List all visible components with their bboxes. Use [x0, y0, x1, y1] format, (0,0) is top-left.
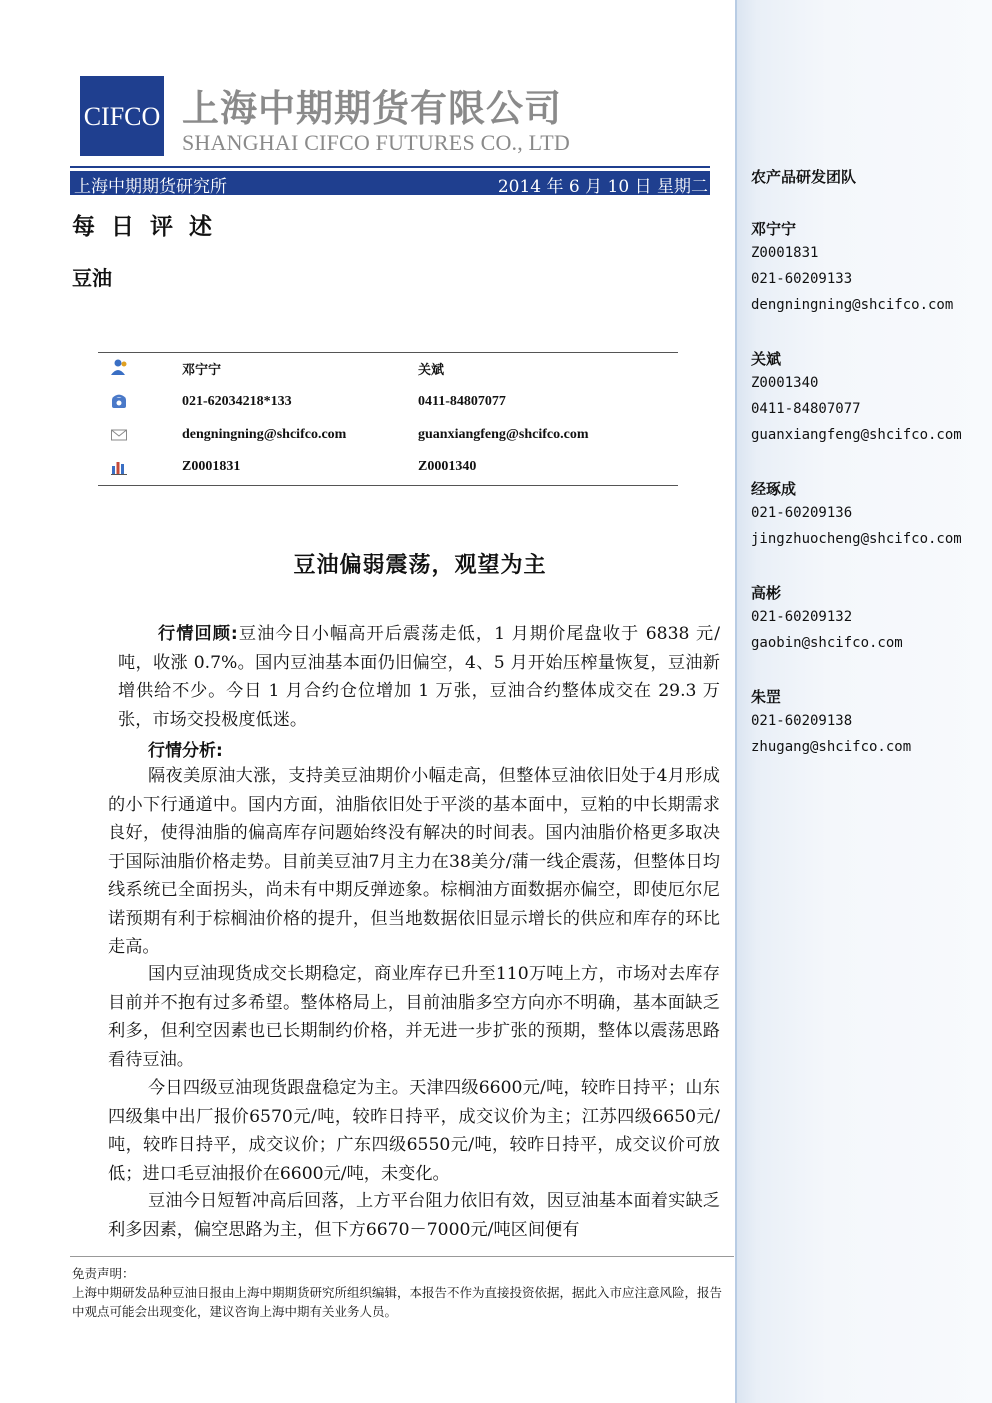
analyst-phone: 021-60209136	[751, 505, 853, 521]
contact-row-phones	[98, 391, 678, 415]
analyst-cert: Z0001831	[751, 245, 819, 261]
analyst-cert: Z0001340	[751, 375, 819, 391]
institute-name: 上海中期期货研究所	[74, 177, 227, 197]
certificate-icon	[110, 458, 128, 476]
analyst-name: 朱罡	[751, 688, 782, 706]
analyst-email[interactable]: jingzhuocheng@shcifco.com	[751, 531, 962, 547]
company-logo-mark	[80, 76, 164, 156]
team-name: 农产品研发团队	[751, 168, 857, 186]
contact-email-2[interactable]: guanxiangfeng@shcifco.com	[418, 427, 589, 442]
contact-cert-2: Z0001340	[418, 459, 477, 474]
contact-name-1: 邓宁宁	[182, 363, 222, 378]
market-review-label: 行情回顾:	[158, 624, 238, 644]
disclaimer-body: 上海中期研发品种豆油日报由上海中期期货研究所组织编辑，本报告不作为直接投资依据，据此入市应注意风险，报告中观点可能会出现变化，建议咨询上海中期有关业务人员。	[72, 1285, 723, 1319]
market-review-text: 豆油今日小幅高开后震荡走低，1 月期价尾盘收于 6838 元/吨，收涨 0.7%。国内豆油基本面仍旧偏空，4、5 月开始压榨量恢复，豆油新增供给不少。今日 1 月合约仓位增加 1 万张，豆油合约整体成交在 29.3 万张，市场交投极度低迷。	[118, 624, 721, 730]
analyst-name: 经琢成	[751, 480, 797, 498]
header-rule	[70, 166, 710, 168]
commodity-name: 豆油	[72, 266, 112, 290]
analyst-email[interactable]: gaobin@shcifco.com	[751, 635, 903, 651]
analyst-email[interactable]: zhugang@shcifco.com	[751, 739, 912, 755]
mail-icon	[110, 426, 128, 444]
analyst-phone: 0411-84807077	[751, 401, 861, 417]
report-type: 每 日 评 述	[72, 213, 217, 240]
phone-icon	[110, 393, 128, 411]
contact-phone-2: 0411-84807077	[418, 394, 506, 409]
analyst-phone: 021-60209138	[751, 713, 853, 729]
company-name-en: SHANGHAI CIFCO FUTURES CO., LTD	[182, 130, 570, 155]
analyst-name: 邓宁宁	[751, 220, 797, 238]
contact-table	[98, 352, 678, 486]
market-review-paragraph	[118, 620, 720, 734]
header-bar	[70, 171, 710, 195]
contact-email-1[interactable]: dengningning@shcifco.com	[182, 427, 347, 442]
contact-row-names	[98, 356, 678, 380]
contact-row-emails	[98, 424, 678, 448]
analyst-name: 高彬	[751, 584, 782, 602]
logo-mark-text: CIFCO	[83, 102, 161, 131]
analyst-name: 关斌	[751, 350, 782, 368]
contact-phone-1: 021-62034218*133	[182, 394, 292, 409]
analyst-phone: 021-60209133	[751, 271, 853, 287]
contact-row-certificates	[98, 456, 678, 480]
company-name-cn: 上海中期期货有限公司	[182, 87, 562, 130]
analyst-sidebar	[735, 0, 992, 1403]
analysis-paragraph-3: 今日四级豆油现货跟盘稳定为主。天津四级6600元/吨，较昨日持平；山东四级集中出厂报价6570元/吨，较昨日持平，成交议价为主；江苏四级6650元/吨，较昨日持平，成交议价；广东四级6550元/吨，较昨日持平，成交议价可放低；进口毛豆油报价在6600元/吨，未变化。	[108, 1078, 720, 1184]
contact-name-2: 关斌	[418, 363, 445, 378]
market-analysis-heading: 行情分析:	[148, 741, 223, 761]
analysis-paragraph-4: 豆油今日短暂冲高后回落，上方平台阻力依旧有效，因豆油基本面着实缺乏利多因素，偏空思路为主，但下方6670－7000元/吨区间便有	[108, 1191, 720, 1240]
analyst-phone: 021-60209132	[751, 609, 853, 625]
contact-cert-1: Z0001831	[182, 459, 241, 474]
analyst-email[interactable]: dengningning@shcifco.com	[751, 297, 954, 313]
analysis-paragraph-2: 国内豆油现货成交长期稳定，商业库存已升至110万吨上方，市场对去库存目前并不抱有过多希望。整体格局上，目前油脂多空方向亦不明确，基本面缺乏利多，但利空因素也已长期制约价格，并无进一步扩张的预期，整体以震荡思路看待豆油。	[108, 964, 720, 1070]
person-icon	[110, 358, 128, 376]
footer-rule	[70, 1256, 734, 1257]
article-title: 豆油偏弱震荡，观望为主	[293, 553, 547, 578]
analyst-email[interactable]: guanxiangfeng@shcifco.com	[751, 427, 962, 443]
analysis-paragraph-1: 隔夜美原油大涨，支持美豆油期价小幅走高，但整体豆油依旧处于4月形成的小下行通道中。国内方面，油脂依旧处于平淡的基本面中，豆粕的中长期需求良好，使得油脂的偏高库存问题始终没有解决的时间表。国内油脂价格更多取决于国际油脂价格走势。目前美豆油7月主力在38美分/蒲一线企震荡，但整体日均线系统已全面拐头，尚未有中期反弹迹象。棕榈油方面数据亦偏空，即使厄尔尼诺预期有利于棕榈油价格的提升，但当地数据依旧显示增长的供应和库存的环比走高。	[108, 766, 720, 957]
report-date: 2014 年 6 月 10 日 星期二	[497, 177, 708, 197]
disclaimer-title: 免责声明：	[72, 1266, 135, 1281]
